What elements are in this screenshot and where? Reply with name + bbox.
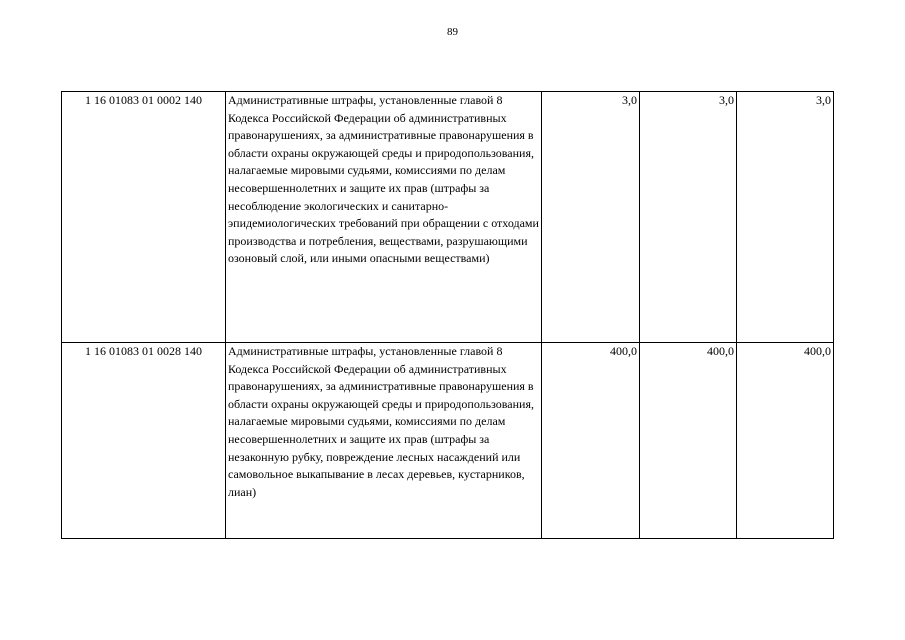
income-description: Административные штрафы, установленные главой 8 Кодекса Российской Федерации об административных правонарушениях, за административные правонарушения в области охраны окружающей среды и природопользования, налагаемые мировыми судьями, комиссиями по делам несовершеннолетних и защите их прав (штрафы за незаконную рубку, повреждение лесных насаждений или самовольное выкапывание в лесах деревьев, кустарников, лиан) xyxy=(226,343,542,539)
amount-year-1: 400,0 xyxy=(542,343,640,539)
amount-year-1: 3,0 xyxy=(542,92,640,343)
table-row xyxy=(62,92,834,343)
page-number: 89 xyxy=(447,26,458,38)
table-row xyxy=(62,343,834,539)
classification-code: 1 16 01083 01 0002 140 xyxy=(62,92,226,343)
budget-table xyxy=(61,91,834,539)
amount-year-3: 400,0 xyxy=(737,343,834,539)
amount-year-2: 3,0 xyxy=(640,92,737,343)
income-description: Административные штрафы, установленные главой 8 Кодекса Российской Федерации об административных правонарушениях, за административные правонарушения в области охраны окружающей среды и природопользования, налагаемые мировыми судьями, комиссиями по делам несовершеннолетних и защите их прав (штрафы за несоблюдение экологических и санитарно-эпидемиологических требований при обращении с отходами производства и потребления, веществами, разрушающими озоновый слой, или иными опасными веществами) xyxy=(226,92,542,343)
amount-year-3: 3,0 xyxy=(737,92,834,343)
amount-year-2: 400,0 xyxy=(640,343,737,539)
classification-code: 1 16 01083 01 0028 140 xyxy=(62,343,226,539)
